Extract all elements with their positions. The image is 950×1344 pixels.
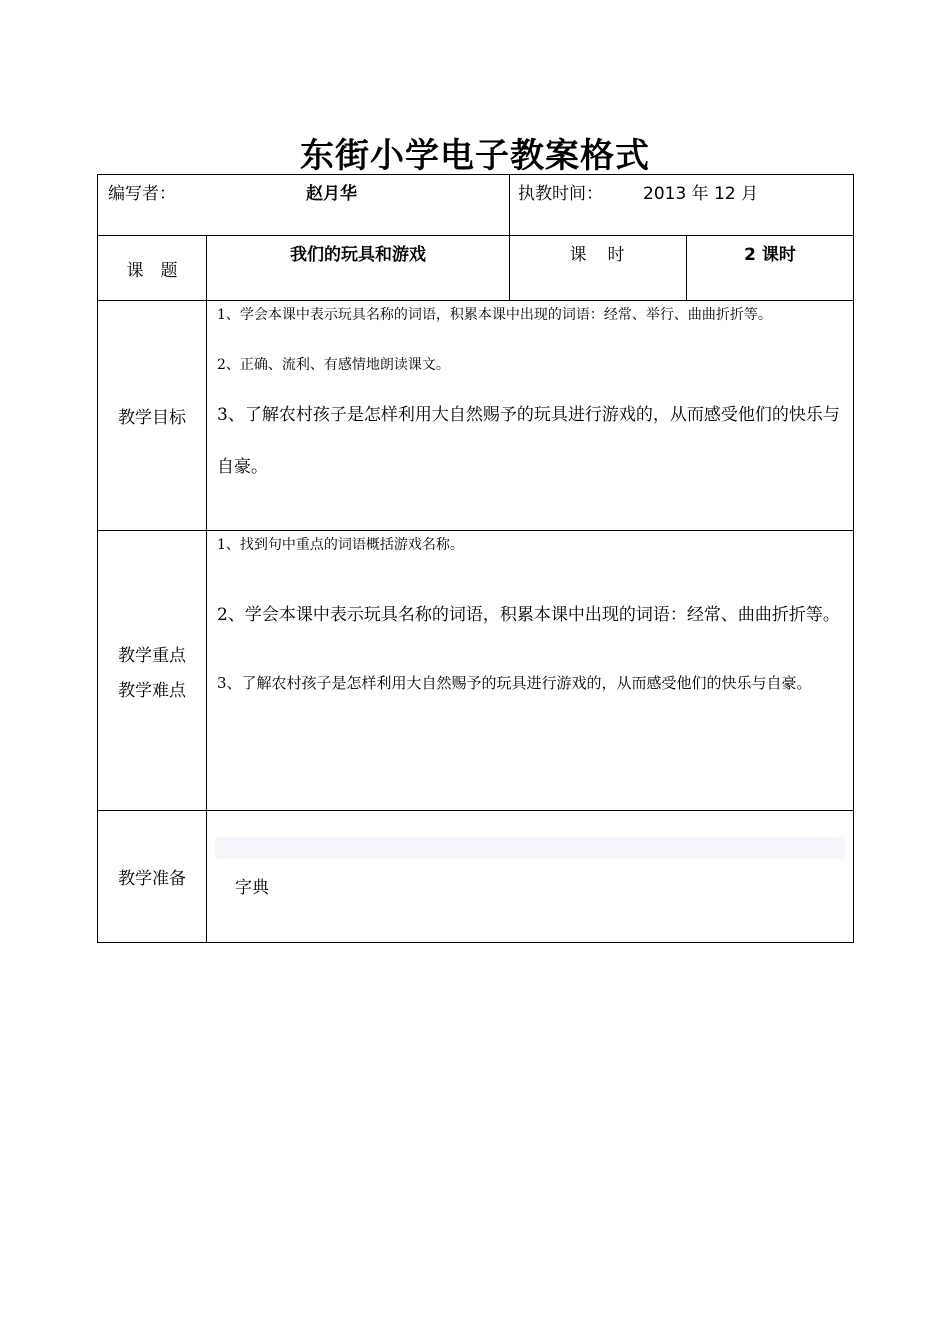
key-point-item: 3、了解农村孩子是怎样利用大自然赐予的玩具进行游戏的，从而感受他们的快乐与自豪。 (217, 674, 812, 692)
goals-row (98, 301, 854, 531)
author-value: 赵月华 (306, 184, 357, 204)
page-title: 东街小学电子教案格式 (300, 136, 650, 176)
preparation-value: 字典 (235, 878, 269, 898)
topic-value: 我们的玩具和游戏 (207, 236, 510, 301)
preparation-row (98, 811, 854, 943)
key-points-label-line1: 教学重点 (118, 645, 186, 666)
topic-label: 课 题 (98, 236, 207, 301)
goal-item: 2、正确、流利、有感情地朗读课文。 (217, 357, 450, 373)
goal-item: 3、了解农村孩子是怎样利用大自然赐予的玩具进行游戏的，从而感受他们的快乐与自豪。 (217, 405, 840, 477)
author-cell (98, 175, 510, 236)
goals-label: 教学目标 (98, 301, 207, 531)
lesson-plan-table (97, 174, 854, 943)
preparation-label: 教学准备 (98, 811, 207, 943)
goal-item: 1、学会本课中表示玩具名称的词语，积累本课中出现的词语：经常、举行、曲曲折折等。 (217, 307, 772, 323)
time-label: 执教时间： (518, 184, 603, 204)
preparation-highlight (215, 837, 845, 859)
goals-content (207, 301, 854, 531)
key-points-content (207, 531, 854, 811)
key-point-item: 1、找到句中重点的词语概括游戏名称。 (217, 537, 464, 553)
header-row (98, 175, 854, 236)
preparation-content (207, 811, 854, 943)
time-value: 2013 年 12 月 (643, 184, 759, 204)
time-cell (510, 175, 854, 236)
topic-row (98, 236, 854, 301)
period-label: 课 时 (510, 236, 687, 301)
key-points-label (98, 531, 207, 811)
key-points-label-line2: 教学难点 (118, 680, 186, 701)
key-point-item: 2、学会本课中表示玩具名称的词语，积累本课中出现的词语：经常、曲曲折折等。 (217, 605, 840, 625)
key-points-row (98, 531, 854, 811)
period-value: 2 课时 (687, 236, 854, 301)
author-label: 编写者： (108, 184, 176, 204)
